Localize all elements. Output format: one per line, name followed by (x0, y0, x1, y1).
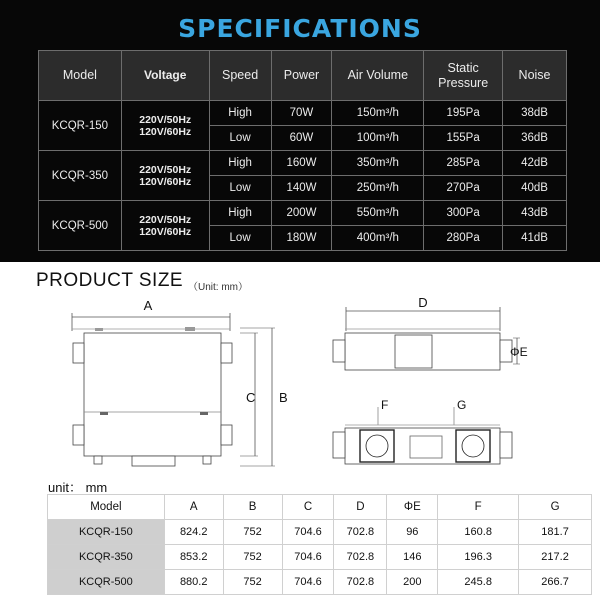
top-view-drawing (333, 307, 520, 370)
dim-header-c: C (282, 495, 334, 520)
dim-cell-a: 824.2 (164, 520, 223, 545)
dimensions-header-row (48, 495, 592, 520)
table-row (48, 545, 592, 570)
bottom-view-drawing (333, 407, 512, 464)
dim-header-f: F (438, 495, 519, 520)
dim-header-model: Model (48, 495, 165, 520)
product-size-title: PRODUCT SIZE (36, 270, 184, 291)
table-row (39, 151, 567, 176)
static-pressure-cell: 195Pa (424, 101, 503, 126)
header-air-volume: Air Volume (332, 51, 424, 101)
model-cell: KCQR-150 (39, 101, 122, 151)
air-volume-cell: 150m³/h (332, 101, 424, 126)
voltage-line1: 220V/50Hz (139, 113, 192, 126)
static-pressure-cell: 280Pa (424, 226, 503, 251)
voltage-line2: 120V/60Hz (139, 225, 192, 238)
air-volume-cell: 100m³/h (332, 126, 424, 151)
header-static-pressure (424, 51, 503, 101)
air-volume-cell: 350m³/h (332, 151, 424, 176)
dim-cell-f: 196.3 (438, 545, 519, 570)
voltage-cell (121, 151, 209, 201)
dimension-label-d: D (418, 295, 428, 310)
dim-header-d: D (334, 495, 387, 520)
header-noise: Noise (503, 51, 567, 101)
dimension-label-f: F (381, 398, 389, 412)
spec-header-row (39, 51, 567, 101)
noise-cell: 42dB (503, 151, 567, 176)
specifications-title: SPECIFICATIONS (178, 14, 422, 43)
dimension-label-g: G (457, 398, 467, 412)
dim-model-cell: KCQR-350 (48, 545, 165, 570)
air-volume-cell: 400m³/h (332, 226, 424, 251)
dim-cell-g: 181.7 (519, 520, 592, 545)
voltage-line2: 120V/60Hz (139, 175, 192, 188)
voltage-line1: 220V/50Hz (139, 163, 192, 176)
air-volume-cell: 550m³/h (332, 201, 424, 226)
power-cell: 70W (271, 101, 332, 126)
dim-cell-g: 266.7 (519, 570, 592, 595)
dim-header-e: ΦE (387, 495, 438, 520)
dim-header-a: A (164, 495, 223, 520)
voltage-cell (121, 101, 209, 151)
dim-cell-d: 702.8 (334, 545, 387, 570)
voltage-line2: 120V/60Hz (139, 125, 192, 138)
dim-header-b: B (223, 495, 282, 520)
dim-cell-b: 752 (223, 570, 282, 595)
dim-cell-f: 160.8 (438, 520, 519, 545)
noise-cell: 40dB (503, 176, 567, 201)
noise-cell: 38dB (503, 101, 567, 126)
noise-cell: 41dB (503, 226, 567, 251)
noise-cell: 43dB (503, 201, 567, 226)
table-row (39, 201, 567, 226)
dimensions-table (47, 494, 592, 595)
model-cell: KCQR-500 (39, 201, 122, 251)
dim-cell-b: 752 (223, 545, 282, 570)
dim-cell-d: 702.8 (334, 520, 387, 545)
dimension-label-e: ΦE (510, 345, 528, 359)
dim-cell-e: 146 (387, 545, 438, 570)
power-cell: 200W (271, 201, 332, 226)
dim-cell-f: 245.8 (438, 570, 519, 595)
dimensions-unit-label: unit： mm (48, 480, 108, 495)
speed-cell: Low (209, 176, 271, 201)
dim-cell-a: 880.2 (164, 570, 223, 595)
dim-model-cell: KCQR-150 (48, 520, 165, 545)
model-cell: KCQR-350 (39, 151, 122, 201)
noise-cell: 36dB (503, 126, 567, 151)
static-pressure-cell: 155Pa (424, 126, 503, 151)
header-model: Model (39, 51, 122, 101)
static-pressure-cell: 270Pa (424, 176, 503, 201)
dimension-label-a: A (143, 298, 153, 313)
dim-cell-e: 200 (387, 570, 438, 595)
speed-cell: High (209, 101, 271, 126)
dim-cell-e: 96 (387, 520, 438, 545)
static-pressure-cell: 285Pa (424, 151, 503, 176)
dimension-label-b: B (279, 390, 288, 405)
table-row (48, 520, 592, 545)
power-cell: 60W (271, 126, 332, 151)
air-volume-cell: 250m³/h (332, 176, 424, 201)
dim-cell-c: 704.6 (282, 570, 334, 595)
power-cell: 160W (271, 151, 332, 176)
header-static-pressure-line1: Static (447, 60, 479, 75)
header-static-pressure-line2: Pressure (438, 75, 489, 90)
power-cell: 180W (271, 226, 332, 251)
voltage-cell (121, 201, 209, 251)
dim-cell-g: 217.2 (519, 545, 592, 570)
table-row (48, 570, 592, 595)
dim-cell-c: 704.6 (282, 520, 334, 545)
voltage-line1: 220V/50Hz (139, 213, 192, 226)
dimension-label-c: C (246, 390, 256, 405)
header-voltage: Voltage (121, 51, 209, 101)
product-size-unit-note: （Unit: mm） (188, 282, 248, 293)
front-view-drawing (72, 313, 275, 466)
product-size-drawing (0, 295, 600, 475)
header-speed: Speed (209, 51, 271, 101)
speed-cell: High (209, 151, 271, 176)
power-cell: 140W (271, 176, 332, 201)
dim-cell-c: 704.6 (282, 545, 334, 570)
table-row (39, 101, 567, 126)
dim-header-g: G (519, 495, 592, 520)
speed-cell: Low (209, 126, 271, 151)
dim-cell-b: 752 (223, 520, 282, 545)
dim-model-cell: KCQR-500 (48, 570, 165, 595)
dim-cell-a: 853.2 (164, 545, 223, 570)
speed-cell: Low (209, 226, 271, 251)
speed-cell: High (209, 201, 271, 226)
header-power: Power (271, 51, 332, 101)
specifications-section (0, 0, 600, 262)
dim-cell-d: 702.8 (334, 570, 387, 595)
static-pressure-cell: 300Pa (424, 201, 503, 226)
specifications-table (38, 50, 567, 251)
